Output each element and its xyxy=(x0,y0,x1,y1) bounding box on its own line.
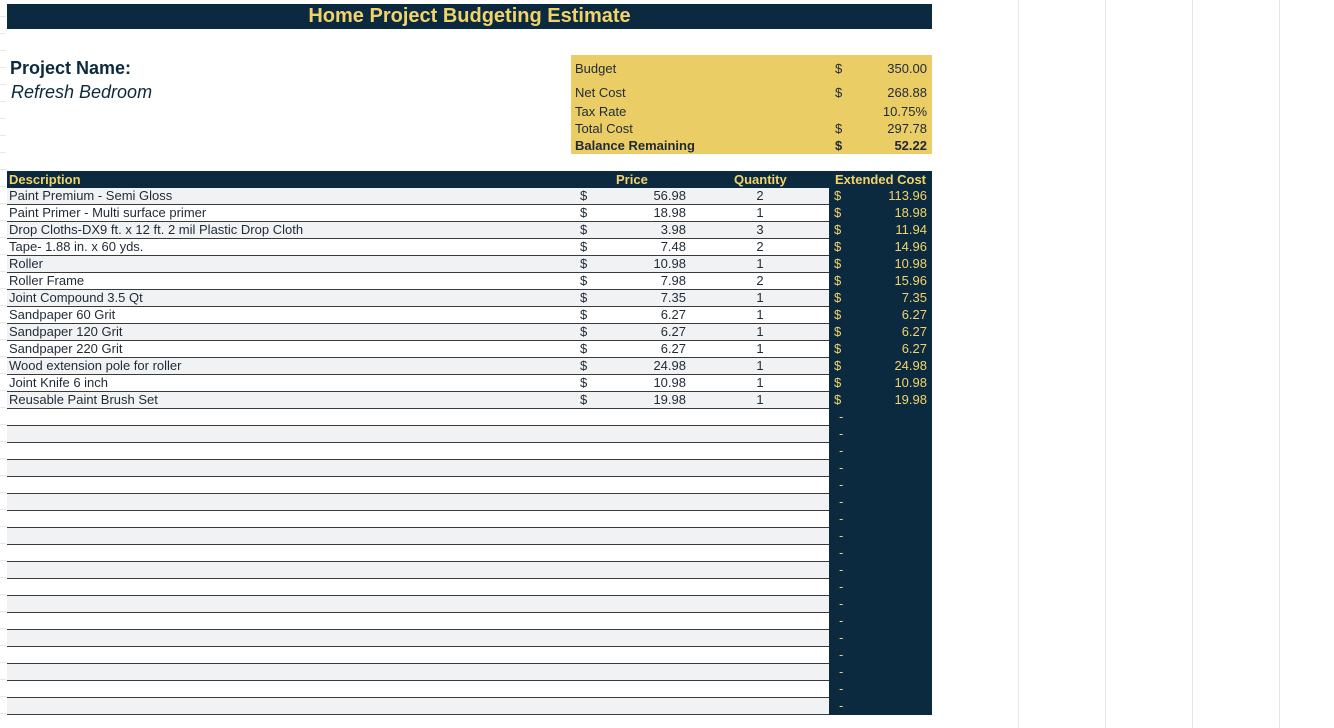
cell-extended-cost[interactable] xyxy=(829,477,932,494)
cell-price-currency: $ xyxy=(580,392,588,407)
cell-quantity[interactable]: 1 xyxy=(756,307,764,322)
cell-price[interactable]: 6.27 xyxy=(660,307,686,322)
summary-label: Balance Remaining xyxy=(575,138,695,153)
cell-price[interactable]: 56.98 xyxy=(653,188,686,203)
extended-value: - xyxy=(839,545,844,560)
table-row[interactable] xyxy=(7,681,932,698)
cell-extended-cost[interactable] xyxy=(829,681,932,698)
cell-description[interactable]: Roller Frame xyxy=(9,273,85,288)
cell-extended-cost[interactable] xyxy=(829,188,932,205)
cell-quantity[interactable]: 1 xyxy=(756,392,764,407)
extended-value: - xyxy=(839,647,844,662)
table-row[interactable] xyxy=(7,664,932,681)
cell-price[interactable]: 7.98 xyxy=(660,273,686,288)
cell-price[interactable]: 10.98 xyxy=(653,375,686,390)
table-row[interactable] xyxy=(7,460,932,477)
table-row[interactable] xyxy=(7,528,932,545)
extended-value: 10.98 xyxy=(894,256,927,271)
extended-value: - xyxy=(839,426,844,441)
cell-description[interactable]: Joint Knife 6 inch xyxy=(9,375,109,390)
cell-quantity[interactable]: 2 xyxy=(756,239,764,254)
table-row[interactable] xyxy=(7,494,932,511)
cell-price[interactable]: 19.98 xyxy=(653,392,686,407)
summary-label: Tax Rate xyxy=(575,104,627,119)
cell-extended-cost[interactable] xyxy=(829,511,932,528)
cell-price-currency: $ xyxy=(580,239,588,254)
cell-price-currency: $ xyxy=(580,273,588,288)
cell-price-currency: $ xyxy=(580,307,588,322)
extended-currency: $ xyxy=(834,341,842,356)
cell-price-currency: $ xyxy=(580,358,588,373)
cell-price-currency: $ xyxy=(580,222,588,237)
extended-value: - xyxy=(839,698,844,713)
cell-extended-cost[interactable] xyxy=(829,596,932,613)
header-extended-cost[interactable]: Extended Cost xyxy=(835,172,927,187)
summary-label: Net Cost xyxy=(575,85,626,100)
summary-currency: $ xyxy=(835,121,843,136)
table-row[interactable] xyxy=(7,698,932,715)
cell-description[interactable]: Drop Cloths-DX9 ft. x 12 ft. 2 mil Plastic Drop Cloth xyxy=(9,222,304,237)
cell-price[interactable]: 6.27 xyxy=(660,324,686,339)
header-quantity[interactable]: Quantity xyxy=(734,172,787,187)
table-row[interactable] xyxy=(7,307,932,324)
cell-price-currency: $ xyxy=(580,256,588,271)
extended-currency: $ xyxy=(834,375,842,390)
cell-description[interactable]: Paint Primer - Multi surface primer xyxy=(9,205,207,220)
cell-price[interactable]: 3.98 xyxy=(660,222,686,237)
cell-extended-cost[interactable] xyxy=(829,341,932,358)
table-row[interactable] xyxy=(7,443,932,460)
table-row[interactable] xyxy=(7,375,932,392)
cell-price[interactable]: 6.27 xyxy=(660,341,686,356)
cell-quantity[interactable]: 1 xyxy=(756,290,764,305)
cell-extended-cost[interactable] xyxy=(829,613,932,630)
cell-description[interactable]: Wood extension pole for roller xyxy=(9,358,182,373)
extended-currency: $ xyxy=(834,324,842,339)
table-row[interactable] xyxy=(7,409,932,426)
cell-quantity[interactable]: 3 xyxy=(756,222,764,237)
extended-value: - xyxy=(839,664,844,679)
table-row[interactable] xyxy=(7,545,932,562)
cell-extended-cost[interactable] xyxy=(829,698,932,715)
summary-currency: $ xyxy=(835,85,843,100)
cell-extended-cost[interactable] xyxy=(829,494,932,511)
extended-value: - xyxy=(839,511,844,526)
cell-quantity[interactable]: 1 xyxy=(756,205,764,220)
cell-price-currency: $ xyxy=(580,290,588,305)
cell-quantity[interactable]: 1 xyxy=(756,324,764,339)
cell-quantity[interactable]: 2 xyxy=(756,273,764,288)
table-row[interactable] xyxy=(7,222,932,239)
table-row[interactable] xyxy=(7,477,932,494)
extended-value: - xyxy=(839,562,844,577)
summary-row-net-cost[interactable] xyxy=(571,85,932,101)
extended-value: - xyxy=(839,477,844,492)
extended-currency: $ xyxy=(834,307,842,322)
summary-row-balance-remaining[interactable] xyxy=(571,138,932,154)
summary-value: 350.00 xyxy=(887,61,927,76)
extended-value: - xyxy=(839,528,844,543)
extended-value: 6.27 xyxy=(901,341,927,356)
extended-value: - xyxy=(839,681,844,696)
table-row[interactable] xyxy=(7,188,932,205)
extended-currency: $ xyxy=(834,188,842,203)
extended-value: 6.27 xyxy=(901,324,927,339)
summary-currency: $ xyxy=(835,138,843,153)
extended-currency: $ xyxy=(834,239,842,254)
table-row[interactable] xyxy=(7,239,932,256)
cell-description[interactable]: Joint Compound 3.5 Qt xyxy=(9,290,143,305)
cell-quantity[interactable]: 1 xyxy=(756,256,764,271)
table-row[interactable] xyxy=(7,392,932,409)
table-row[interactable] xyxy=(7,596,932,613)
sheet-gridlines xyxy=(932,0,1334,728)
cell-price[interactable]: 7.35 xyxy=(660,290,686,305)
cell-extended-cost[interactable] xyxy=(829,375,932,392)
extended-value: 18.98 xyxy=(894,205,927,220)
cell-extended-cost[interactable] xyxy=(829,392,932,409)
cell-price-currency: $ xyxy=(580,375,588,390)
table-row[interactable] xyxy=(7,579,932,596)
extended-value: - xyxy=(839,596,844,611)
cell-extended-cost[interactable] xyxy=(829,630,932,647)
project-name-label[interactable]: Project Name: xyxy=(10,58,132,78)
extended-value: - xyxy=(839,494,844,509)
table-row[interactable] xyxy=(7,273,932,290)
table-header xyxy=(7,171,932,188)
extended-currency: $ xyxy=(834,256,842,271)
cell-price-currency: $ xyxy=(580,324,588,339)
sheet-title[interactable]: Home Project Budgeting Estimate xyxy=(7,4,932,29)
extended-value: 6.27 xyxy=(901,307,927,322)
extended-currency: $ xyxy=(834,392,842,407)
cell-description[interactable]: Tape- 1.88 in. x 60 yds. xyxy=(9,239,144,254)
cell-extended-cost[interactable] xyxy=(829,205,932,222)
cell-description[interactable]: Sandpaper 120 Grit xyxy=(9,324,123,339)
cell-extended-cost[interactable] xyxy=(829,307,932,324)
extended-currency: $ xyxy=(834,358,842,373)
cell-description[interactable]: Sandpaper 60 Grit xyxy=(9,307,116,322)
cell-quantity[interactable]: 1 xyxy=(756,375,764,390)
cell-description[interactable]: Reusable Paint Brush Set xyxy=(9,392,158,407)
summary-label: Budget xyxy=(575,61,617,76)
header-price[interactable]: Price xyxy=(616,172,648,187)
table-row[interactable] xyxy=(7,256,932,273)
table-row[interactable] xyxy=(7,562,932,579)
cell-extended-cost[interactable] xyxy=(829,358,932,375)
extended-value: 14.96 xyxy=(894,239,927,254)
cell-extended-cost[interactable] xyxy=(829,664,932,681)
extended-value: 10.98 xyxy=(894,375,927,390)
extended-value: - xyxy=(839,460,844,475)
extended-currency: $ xyxy=(834,205,842,220)
summary-value: 52.22 xyxy=(894,138,927,153)
cell-extended-cost[interactable] xyxy=(829,545,932,562)
extended-value: 15.96 xyxy=(894,273,927,288)
table-row[interactable] xyxy=(7,324,932,341)
cell-extended-cost[interactable] xyxy=(829,239,932,256)
cell-quantity[interactable]: 1 xyxy=(756,358,764,373)
cell-extended-cost[interactable] xyxy=(829,222,932,239)
extended-currency: $ xyxy=(834,290,842,305)
cell-extended-cost[interactable] xyxy=(829,426,932,443)
cell-description[interactable]: Sandpaper 220 Grit xyxy=(9,341,123,356)
table-row[interactable] xyxy=(7,511,932,528)
summary-currency: $ xyxy=(835,61,843,76)
cell-quantity[interactable]: 1 xyxy=(756,341,764,356)
cell-extended-cost[interactable] xyxy=(829,460,932,477)
table-row[interactable] xyxy=(7,358,932,375)
cell-extended-cost[interactable] xyxy=(829,443,932,460)
summary-row-tax-rate[interactable] xyxy=(571,104,932,120)
extended-value: - xyxy=(839,630,844,645)
cell-extended-cost[interactable] xyxy=(829,562,932,579)
cell-price[interactable]: 18.98 xyxy=(653,205,686,220)
cell-extended-cost[interactable] xyxy=(829,409,932,426)
extended-value: 24.98 xyxy=(894,358,927,373)
extended-value: - xyxy=(839,579,844,594)
cell-description[interactable]: Paint Premium - Semi Gloss xyxy=(9,188,173,203)
table-row[interactable] xyxy=(7,647,932,664)
cell-extended-cost[interactable] xyxy=(829,256,932,273)
summary-row-total-cost[interactable] xyxy=(571,121,932,137)
cell-extended-cost[interactable] xyxy=(829,528,932,545)
cell-price[interactable]: 24.98 xyxy=(653,358,686,373)
extended-value: 7.35 xyxy=(901,290,927,305)
summary-value: 297.78 xyxy=(887,121,927,136)
extended-currency: $ xyxy=(834,273,842,288)
extended-value: 19.98 xyxy=(894,392,927,407)
cell-extended-cost[interactable] xyxy=(829,647,932,664)
cell-price-currency: $ xyxy=(580,205,588,220)
extended-value: - xyxy=(839,613,844,628)
table-row[interactable] xyxy=(7,205,932,222)
summary-label: Total Cost xyxy=(575,121,633,136)
cell-extended-cost[interactable] xyxy=(829,579,932,596)
cell-price-currency: $ xyxy=(580,341,588,356)
summary-value: 10.75% xyxy=(882,104,927,119)
table-row[interactable] xyxy=(7,290,932,307)
project-name-value[interactable]: Refresh Bedroom xyxy=(11,82,153,102)
cell-extended-cost[interactable] xyxy=(829,273,932,290)
cell-price-currency: $ xyxy=(580,188,588,203)
table-row[interactable] xyxy=(7,630,932,647)
cell-quantity[interactable]: 2 xyxy=(756,188,764,203)
extended-value: 11.94 xyxy=(895,222,927,237)
summary-row-budget[interactable] xyxy=(571,61,932,77)
cell-extended-cost[interactable] xyxy=(829,324,932,341)
extended-value: 113.96 xyxy=(888,188,927,203)
cell-description[interactable]: Roller xyxy=(9,256,43,271)
extended-value: - xyxy=(839,409,844,424)
extended-value: - xyxy=(839,443,844,458)
budget-summary xyxy=(571,55,932,154)
row-gridlines xyxy=(0,0,6,728)
table-row[interactable] xyxy=(7,426,932,443)
header-description[interactable]: Description xyxy=(9,172,81,187)
cell-price[interactable]: 10.98 xyxy=(653,256,686,271)
summary-value: 268.88 xyxy=(887,85,927,100)
table-row[interactable] xyxy=(7,341,932,358)
table-row[interactable] xyxy=(7,613,932,630)
cell-extended-cost[interactable] xyxy=(829,290,932,307)
extended-currency: $ xyxy=(834,222,842,237)
cell-price[interactable]: 7.48 xyxy=(660,239,686,254)
